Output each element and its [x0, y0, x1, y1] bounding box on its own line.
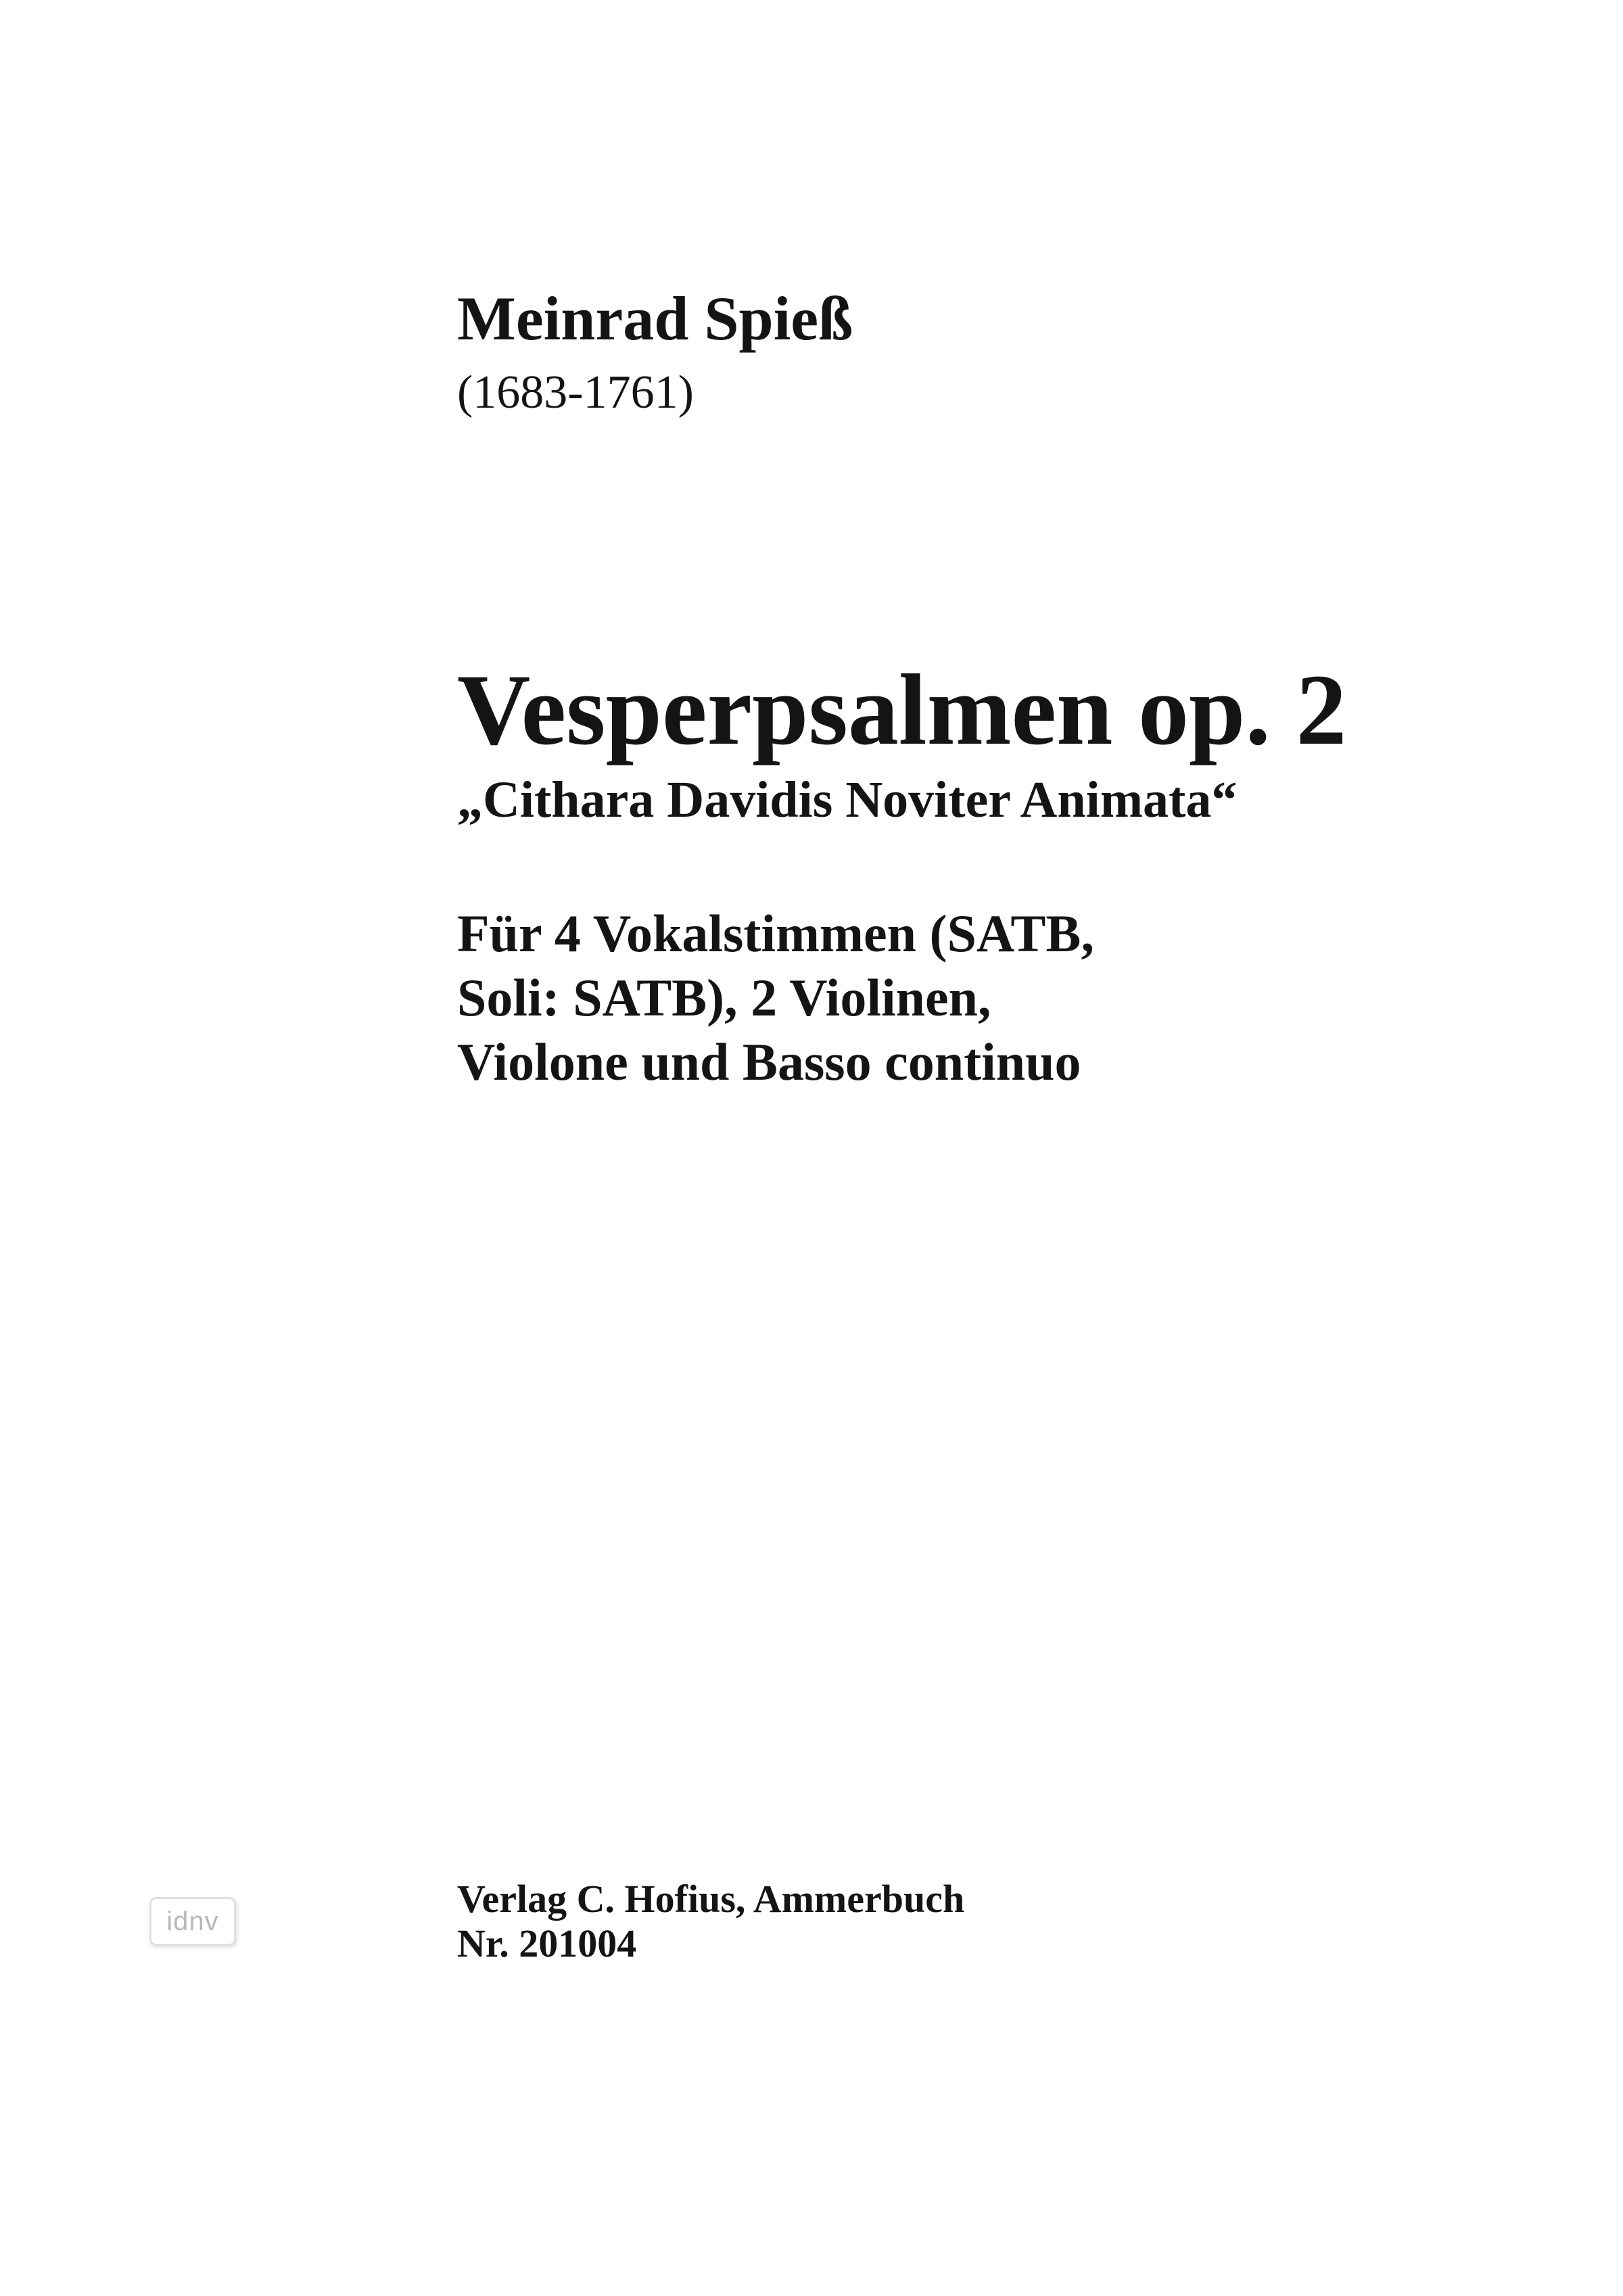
instrumentation-line: Soli: SATB), 2 Violinen, — [457, 968, 991, 1027]
composer-name: Meinrad Spieß — [457, 284, 853, 353]
instrumentation-line: Violone und Basso continuo — [457, 1032, 1081, 1091]
publisher-info — [457, 1877, 964, 1966]
stamp-text: idnv — [166, 1907, 219, 1936]
composer-dates: (1683-1761) — [457, 366, 694, 418]
instrumentation-line: Für 4 Vokalstimmen (SATB, — [457, 904, 1094, 963]
catalog-number: Nr. 201004 — [457, 1921, 637, 1965]
publisher-name: Verlag C. Hofius, Ammerbuch — [457, 1877, 965, 1921]
idnv-stamp — [149, 1897, 236, 1946]
instrumentation — [457, 901, 1094, 1094]
work-subtitle: „Cithara Davidis Noviter Animata“ — [457, 771, 1238, 828]
work-title: Vesperpsalmen op. 2 — [457, 654, 1347, 766]
